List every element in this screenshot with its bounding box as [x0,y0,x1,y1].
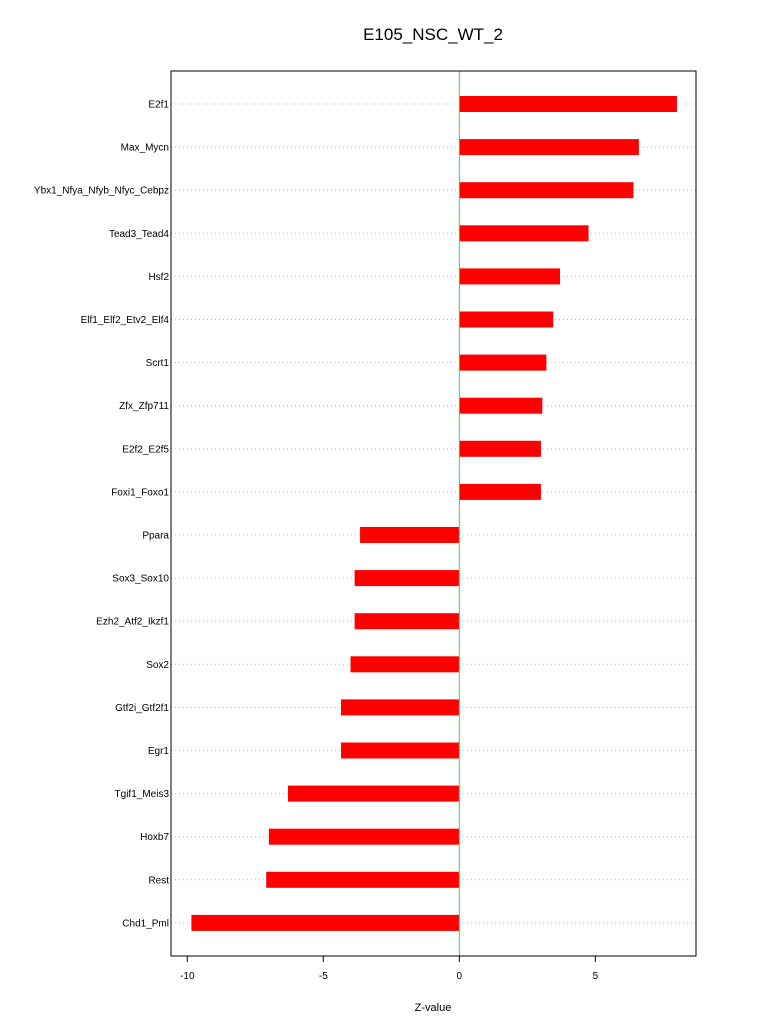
bar [459,139,639,155]
category-label: Max_Mycn [120,142,169,154]
x-axis [180,956,598,982]
category-label: Gtf2i_Gtf2f1 [115,702,169,714]
category-label: Ppara [142,530,169,542]
bar [341,699,459,715]
category-label: Elf1_Elf2_Etv2_Elf4 [80,315,169,326]
category-label: Rest [148,875,169,887]
bar [266,872,459,888]
category-label: Foxi1_Foxo1 [111,487,169,499]
bar [459,441,541,457]
chart-title: E105_NSC_WT_2 [363,25,503,44]
bar [459,484,541,500]
category-label: Tgif1_Meis3 [114,789,169,801]
bar [355,570,460,586]
bar [269,829,459,845]
bar [459,312,553,328]
category-label: Sox2 [146,659,169,671]
bar [360,527,459,543]
bar [459,96,677,112]
category-label: Hoxb7 [140,832,169,844]
bar [459,182,633,198]
category-label: Ybx1_Nfya_Nfyb_Nfyc_Cebpz [33,185,169,197]
category-label: E2f2_E2f5 [122,444,169,456]
bar [351,656,460,672]
bar [191,915,459,931]
bar [288,786,459,802]
category-label: Scrt1 [145,358,169,370]
x-tick-label: 5 [592,971,599,982]
category-label: Hsf2 [148,271,169,283]
x-tick-label: -5 [318,971,328,982]
bar [459,225,588,241]
x-tick-label: 0 [456,971,463,982]
category-label: Sox3_Sox10 [112,573,169,585]
category-labels [34,100,170,930]
bar [459,268,560,284]
bar [341,743,459,759]
category-label: Zfx_Zfp711 [119,401,169,413]
category-label: Chd1_Pml [122,918,169,930]
category-label: Egr1 [147,746,169,757]
x-tick-label: -10 [180,971,195,982]
bar [459,355,546,371]
plot-frame [171,71,696,956]
bar [459,398,542,414]
category-label: E2f1 [148,99,169,111]
bars [191,96,677,931]
x-axis-title: Z-value [414,1002,452,1014]
bar [355,613,460,629]
category-label: Ezh2_Atf2_Ikzf1 [96,616,169,628]
category-label: Tead3_Tead4 [108,228,169,240]
